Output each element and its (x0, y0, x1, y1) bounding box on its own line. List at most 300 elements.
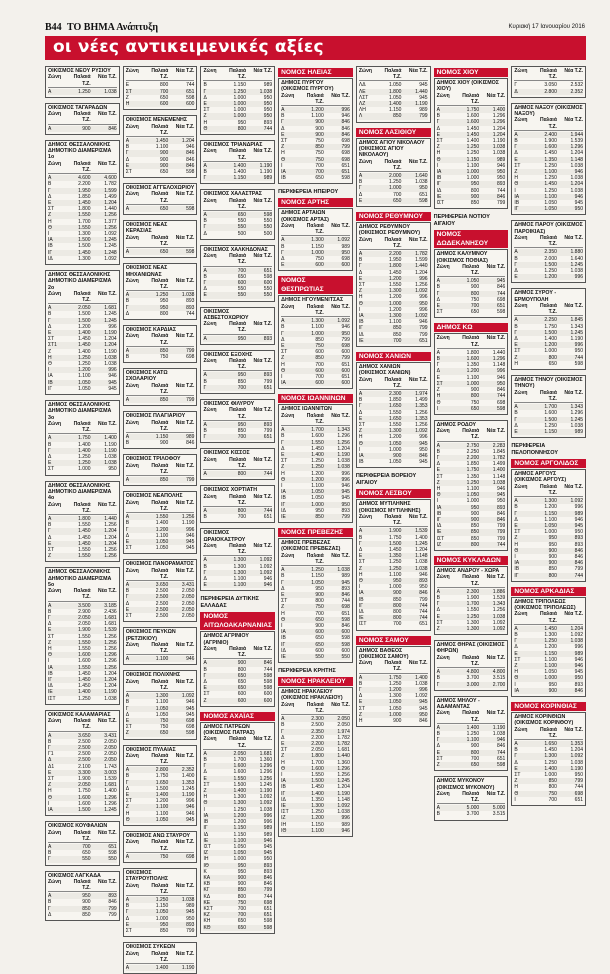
header-old-value: Παλαιά Τ.Ζ. (73, 718, 91, 731)
zone-cell: Γ (281, 439, 284, 446)
zone-cell: Ζ (358, 711, 362, 718)
new-value-cell: 946 (186, 810, 195, 817)
old-value-cell: 850 (393, 325, 402, 332)
table-header-row (126, 568, 195, 581)
valuation-table (123, 263, 198, 320)
zone-cell: ΚΔ (203, 893, 211, 900)
section-title-bar (45, 36, 586, 60)
new-value-cell: 651 (263, 384, 273, 391)
settlement-title: ΔΗΜΟΣ ΘΕΣΣΑΛΟΝΙΚΗΣ ΔΗΜΟΤΙΚΟ ΔΙΑΜΕΡΙΣΜΑ 4ο (48, 482, 112, 502)
table-header-row (48, 879, 117, 892)
new-value-cell: 744 (496, 541, 506, 548)
table-row (203, 292, 272, 298)
zone-cell: Ε (125, 82, 130, 89)
table-row (48, 553, 117, 559)
old-value-cell: 1.600 (466, 113, 480, 120)
zone-cell: ΙΣΤ (48, 695, 56, 702)
valuation-table (123, 368, 198, 406)
old-value-cell: 2.100 (78, 763, 91, 770)
new-value-cell: 600 (186, 101, 195, 108)
zone-cell: Β (358, 257, 363, 264)
header-old-value: Παλαιά Τ.Ζ. (151, 333, 169, 346)
prefecture-heading: ΝΟΜΟΣ ΠΡΕΒΕΖΗΣ (278, 528, 353, 537)
zone-cell: ΙΕ (358, 337, 364, 344)
zone-cell: ΙΑ (281, 778, 286, 785)
valuation-table (356, 646, 431, 728)
new-value-cell: 1.245 (570, 261, 584, 268)
old-value-cell: 650 (315, 175, 324, 182)
zone-cell: Γ (203, 672, 207, 679)
old-value-cell: 1.450 (78, 342, 91, 349)
header-old-value: Παλαιά Τ.Ζ. (73, 829, 91, 842)
zone-cell: Δ (203, 769, 207, 776)
new-value-cell: 744 (574, 354, 584, 361)
old-value-cell: 600 (237, 279, 247, 286)
zone-cell: Ε (281, 591, 285, 598)
old-value-cell: 2.250 (466, 448, 480, 455)
new-value-cell: 846 (574, 547, 584, 554)
table-header-row (203, 646, 272, 659)
new-value-cell: 1.256 (104, 633, 117, 640)
new-value-cell: 950 (496, 169, 506, 176)
table-header-row (126, 463, 195, 476)
new-value-cell: 1.038 (337, 809, 350, 816)
settlement-title: ΟΙΚΙΣΜΟΣ ΧΟΡΤΙΑΤΗ (203, 487, 258, 494)
zone-cell: Ε (436, 303, 440, 310)
new-value-cell: 1.038 (337, 464, 350, 471)
new-value-cell: 598 (263, 273, 273, 280)
table-header-row (514, 68, 583, 81)
zone-cell: Α (203, 471, 207, 478)
table-row (203, 385, 272, 391)
old-value-cell: 1.650 (544, 740, 557, 747)
zone-cell: Η (436, 486, 441, 493)
zone-cell: ΣΤ (125, 724, 132, 731)
zone-cell: ΙΑ (48, 807, 53, 814)
zone-cell: Β (48, 441, 52, 448)
new-value-cell: 946 (574, 516, 584, 523)
zone-cell: Ι (436, 162, 438, 169)
zone-cell: Δ (48, 323, 52, 330)
old-value-cell: 650 (315, 616, 324, 623)
valuation-table (511, 375, 586, 438)
table-row (514, 206, 583, 212)
zone-cell: Ε (281, 741, 285, 747)
old-value-cell: 700 (315, 361, 324, 368)
old-value-cell: 700 (470, 755, 480, 762)
new-value-cell: 1.296 (104, 652, 117, 659)
table-row (514, 89, 583, 95)
zone-cell: Γ (125, 779, 129, 786)
valuation-table (123, 411, 198, 449)
new-value-cell: 950 (574, 772, 584, 778)
zone-cell: Θ (514, 675, 519, 682)
new-value-cell: 1.190 (492, 724, 506, 731)
new-value-cell: 744 (496, 187, 506, 194)
header-old-value: Παλαιά Τ.Ζ. (229, 646, 247, 659)
header-new-value: Νέα Τ.Ζ. (564, 235, 584, 242)
header-zone: Ζώνη (203, 736, 217, 743)
old-value-cell: 900 (393, 590, 402, 597)
table-row (126, 730, 195, 736)
new-value-cell: 744 (496, 290, 506, 297)
old-value-cell: 1.350 (466, 473, 480, 480)
zone-cell: Β (281, 573, 285, 580)
old-value-cell: 1.250 (544, 162, 557, 169)
new-value-cell: 598 (574, 360, 584, 367)
old-value-cell: 950 (237, 372, 247, 379)
valuation-table (511, 597, 586, 697)
zone-cell: Α (203, 421, 207, 428)
table-header-row (281, 93, 350, 106)
table-column (45, 66, 120, 918)
old-value-cell: 1.100 (544, 516, 557, 523)
zone-cell: Β (436, 284, 440, 291)
zone-cell: Δ (436, 296, 440, 303)
settlement-title: ΔΗΜΟΣ ΠΑΡΟΥ (ΟΙΚΙΣΜΟΣ ΠΑΡΟΙΚΙΑΣ) (514, 222, 583, 235)
header-zone: Ζώνη (514, 611, 528, 618)
old-value-cell: 1.300 (466, 625, 480, 632)
table-row (359, 113, 428, 119)
header-old-value: Παλαιά Τ.Ζ. (151, 123, 169, 136)
old-value-cell: 1.450 (544, 747, 557, 754)
new-value-cell: 1.038 (570, 162, 584, 169)
old-value-cell: 1.800 (466, 349, 480, 356)
old-value-cell: 1.200 (544, 504, 557, 511)
table-row (514, 429, 583, 435)
zone-cell: Ε (358, 699, 363, 706)
old-value-cell: 700 (237, 434, 247, 441)
new-value-cell: 1.353 (570, 740, 584, 747)
zone-cell: Β (125, 520, 130, 527)
zone-cell: Β (514, 323, 518, 330)
new-value-cell: 744 (496, 393, 506, 400)
zone-cell: ΙΑ (436, 169, 442, 176)
header-zone: Ζώνη (436, 263, 450, 270)
zone-cell: Α (203, 212, 207, 219)
new-value-cell: 946 (574, 656, 584, 663)
valuation-table (123, 559, 198, 622)
header-new-value: Νέα Τ.Ζ. (98, 160, 117, 167)
old-value-cell: 1.250 (466, 479, 480, 486)
new-value-cell: 946 (496, 737, 506, 744)
zone-cell: Γ (514, 638, 518, 645)
new-value-cell: 744 (574, 572, 584, 579)
new-value-cell: 744 (186, 82, 195, 89)
zone-cell: Δ (358, 547, 363, 554)
old-value-cell: 1.000 (78, 466, 91, 473)
old-value-cell: 1.200 (311, 107, 324, 113)
zone-cell: Δ (125, 532, 130, 539)
new-value-cell: 799 (574, 778, 584, 785)
table-header-row (281, 413, 350, 426)
header-zone: Ζώνη (125, 234, 139, 241)
header-new-value: Νέα Τ.Ζ. (175, 752, 195, 759)
old-value-cell: 600 (159, 101, 169, 108)
valuation-table (123, 66, 198, 110)
zone-cell: Δ (125, 915, 130, 922)
old-value-cell: 2.250 (544, 317, 557, 324)
zone-cell: Γ1 (48, 751, 54, 758)
new-value-cell: 1.539 (415, 528, 428, 535)
zone-cell: Β (48, 181, 52, 188)
zone-cell: Γ (125, 594, 129, 601)
old-value-cell: 1.150 (388, 107, 402, 114)
settlement-title: ΔΗΜΟΣ ΘΕΣΣΑΛΟΝΙΚΗΣ ΔΗΜΟΤΙΚΟ ΔΙΑΜΕΡΙΣΜΑ 3ο (48, 402, 112, 421)
new-value-cell: 799 (263, 887, 273, 894)
zone-cell: Ε (48, 627, 52, 634)
old-value-cell: 850 (470, 200, 480, 207)
table-header-row (359, 68, 428, 81)
old-value-cell: 2.500 (155, 594, 169, 601)
zone-cell: Θ (514, 181, 519, 188)
header-zone: Ζώνη (125, 950, 139, 957)
zone-cell: Ε (203, 292, 207, 299)
zone-cell: ΙΒ (436, 510, 442, 517)
valuation-table (434, 420, 509, 551)
new-value-cell: 989 (263, 175, 273, 182)
table-header-row (514, 611, 583, 624)
settlement-title: ΟΙΚΙΣΜΟΣ ΤΑΓΑΡΑΔΩΝ (48, 104, 108, 111)
old-value-cell: 1.100 (78, 373, 91, 380)
zone-cell: ΣΤ (125, 88, 132, 95)
settlement-title: ΟΙΚΙΣΜΟΣ ΣΤΑΥΡΟΥΠΟΛΗΣ (125, 870, 168, 883)
zone-cell: ΙΑ (48, 237, 53, 244)
old-value-cell: 1.800 (311, 753, 324, 760)
new-value-cell: 3.431 (181, 582, 195, 589)
old-value-cell: 1.450 (78, 677, 91, 684)
zone-cell: Ζ (358, 428, 362, 435)
old-value-cell: 900 (315, 591, 324, 598)
new-value-cell: 846 (496, 510, 506, 517)
zone-cell: Α (125, 137, 130, 144)
new-value-cell: 1.190 (337, 790, 350, 797)
table-row (281, 380, 350, 386)
new-value-cell: 1.245 (337, 778, 350, 785)
header-new-value: Νέα Τ.Ζ. (253, 68, 273, 74)
new-value-cell: 598 (263, 672, 273, 679)
new-value-cell: 1.400 (104, 788, 117, 795)
old-value-cell: 700 (470, 303, 480, 310)
old-value-cell: 750 (470, 296, 480, 303)
old-value-cell: 2.500 (78, 744, 91, 751)
old-value-cell: 1.400 (311, 451, 324, 458)
valuation-table (434, 776, 509, 820)
valuation-table (278, 687, 353, 837)
zone-cell: Δ (48, 621, 52, 628)
zone-cell: ΙΔ (358, 609, 364, 616)
zone-cell: ΚΑ (203, 874, 211, 881)
new-value-cell: 1.400 (492, 107, 506, 113)
zone-cell: ΙΑ (514, 193, 520, 200)
header-old-value: Παλαιά Τ.Ζ. (73, 501, 91, 514)
new-value-cell: 846 (341, 131, 350, 138)
new-value-cell: 600 (341, 367, 350, 374)
new-value-cell: 1.190 (337, 451, 350, 458)
zone-cell: Γ (358, 403, 362, 410)
zone-cell: Γ (436, 455, 440, 462)
new-value-cell: 996 (341, 815, 350, 822)
old-value-cell: 1.050 (311, 495, 324, 502)
new-value-cell: 950 (108, 466, 117, 473)
zone-cell: Η (281, 610, 285, 617)
table-row (48, 89, 117, 95)
new-value-cell: 2.050 (181, 588, 195, 595)
zone-cell: ΚΘ (203, 924, 211, 931)
old-value-cell: 1.000 (544, 675, 557, 682)
old-value-cell: 1.000 (155, 915, 169, 922)
new-value-cell: 1.360 (337, 759, 350, 766)
header-old-value: Παλαιά Τ.Ζ. (229, 736, 247, 749)
zone-cell: Δ (281, 734, 285, 741)
new-value-cell: 1.038 (181, 292, 195, 299)
header-new-value: Νέα Τ.Ζ. (175, 567, 195, 574)
old-value-cell: 1.900 (544, 138, 557, 145)
header-zone: Ζώνη (281, 701, 295, 708)
new-value-cell: 651 (341, 162, 350, 169)
old-value-cell: 1.400 (544, 765, 557, 772)
zone-cell: Ι (358, 584, 361, 591)
header-new-value: Νέα Τ.Ζ. (98, 588, 117, 595)
new-value-cell: 1.038 (492, 150, 506, 157)
new-value-cell: 744 (496, 749, 506, 756)
new-value-cell: 550 (108, 856, 117, 863)
zone-cell: Ε (436, 613, 440, 620)
zone-cell: ΙΒ (281, 495, 286, 502)
table-column (200, 66, 275, 931)
header-old-value: Παλαιά Τ.Ζ. (462, 790, 480, 804)
header-new-value: Νέα Τ.Ζ. (175, 462, 195, 469)
old-value-cell: 1.250 (78, 454, 91, 460)
zone-cell: ΚΓ (203, 887, 210, 894)
zone-cell: ΣΤ (203, 781, 210, 788)
old-value-cell: 5.000 (466, 805, 480, 812)
valuation-table (200, 722, 275, 934)
new-value-cell: 989 (574, 650, 584, 657)
settlement-title: ΔΗΜΟΣ ΙΩΑΝΝΙΤΩΝ (281, 406, 332, 413)
old-value-cell: 750 (548, 790, 557, 797)
table-row (281, 262, 350, 268)
zone-cell: ΙΕ (281, 653, 286, 660)
old-value-cell: 900 (470, 510, 480, 517)
zone-cell: Ζ (358, 565, 362, 572)
new-value-cell: 950 (186, 915, 195, 922)
old-value-cell: 800 (548, 784, 557, 791)
old-value-cell: 1.050 (78, 379, 91, 386)
new-value-cell: 1.204 (337, 445, 350, 452)
table-header-row (48, 588, 117, 601)
old-value-cell: 1.200 (311, 476, 324, 483)
old-value-cell: 1.050 (388, 82, 402, 89)
old-value-cell: 1.050 (544, 522, 557, 529)
zone-cell: ΣΤ (203, 107, 210, 114)
zone-cell: Γ (281, 249, 284, 256)
zone-cell: Β (514, 631, 518, 638)
old-value-cell: 700 (237, 267, 247, 274)
old-value-cell: 500 (237, 230, 247, 237)
zone-cell: ΙΓ (281, 641, 286, 648)
header-zone: Ζώνη (48, 588, 62, 595)
zone-cell: ΛΖ (358, 101, 366, 108)
zone-cell: Γ (281, 119, 284, 126)
header-new-value: Νέα Τ.Ζ. (175, 68, 195, 74)
zone-cell: ΚΖ (203, 912, 210, 919)
new-value-cell: 1.092 (570, 631, 584, 638)
new-value-cell: 996 (419, 306, 428, 313)
settlement-title: ΔΗΜΟΣ ΜΥΤΙΛΗΝΗΣ (ΟΙΚΙΣΜΟΣ ΜΥΤΙΛΗΝΗΣ) (358, 501, 421, 514)
zone-cell: Δ (281, 336, 285, 343)
table-row (126, 206, 195, 212)
zone-cell: ΣΤ (48, 206, 55, 213)
old-value-cell: 1.550 (155, 514, 169, 521)
old-value-cell: 1.250 (311, 458, 324, 465)
zone-cell: ΙΣΤ (436, 535, 445, 542)
zone-cell: Θ (48, 224, 52, 231)
new-value-cell: 698 (186, 353, 195, 360)
old-value-cell: 1.500 (78, 237, 91, 244)
new-value-cell: 893 (496, 181, 506, 188)
zone-cell: ΣΤ (358, 281, 366, 288)
old-value-cell: 1.600 (78, 658, 91, 665)
zone-cell: Ε (125, 162, 130, 169)
new-value-cell: 1.092 (492, 625, 506, 632)
old-value-cell: 1.400 (233, 162, 247, 169)
header-new-value: Νέα Τ.Ζ. (331, 552, 350, 559)
new-value-cell: 1.204 (570, 150, 584, 157)
prefecture-heading: ΝΟΜΟΣ ΑΡΚΑΔΙΑΣ (511, 587, 586, 596)
zone-cell: Α (203, 557, 207, 564)
new-value-cell: 946 (263, 837, 273, 844)
header-zone: Ζώνη (203, 321, 217, 328)
old-value-cell: 700 (315, 373, 324, 380)
header-zone: Ζώνη (125, 499, 139, 506)
table-header-row (203, 253, 272, 266)
old-value-cell: 1.250 (388, 680, 402, 687)
settlement-title: ΔΗΜΟΣ ΠΑΤΡΕΩΝ (ΟΙΚΙΣΜΟΣ ΠΑΤΡΑΣ) (203, 723, 255, 737)
old-value-cell: 1.000 (233, 101, 247, 108)
old-value-cell: 600 (315, 629, 324, 636)
new-value-cell: 1.092 (104, 230, 117, 237)
old-value-cell: 850 (159, 397, 169, 404)
zone-cell: Η (358, 718, 363, 725)
new-value-cell: 698 (186, 717, 195, 724)
zone-cell: Η (358, 434, 363, 441)
header-old-value: Παλαιά Τ.Ζ. (384, 68, 402, 81)
old-value-cell: 850 (315, 513, 324, 520)
old-value-cell: 700 (548, 796, 557, 803)
old-value-cell: 1.900 (466, 594, 480, 601)
new-value-cell: 1.038 (181, 897, 195, 903)
zone-cell: Β (125, 353, 130, 360)
zone-cell: Α (203, 660, 207, 667)
header-old-value: Παλαιά Τ.Ζ. (306, 92, 324, 105)
new-value-cell: 996 (341, 476, 350, 483)
new-value-cell: 799 (108, 911, 117, 918)
zone-cell: Ι (281, 482, 283, 489)
new-value-cell: 950 (341, 249, 350, 256)
zone-cell: Ε (203, 685, 207, 692)
new-value-cell: 2.050 (104, 757, 117, 764)
new-value-cell: 698 (341, 156, 350, 163)
settlement-title: ΔΗΜΟΣ ΑΓΙΟΥ ΝΙΚΟΛΑΟΥ (ΟΙΚΙΣΜΟΣ ΑΓΙΟΥ ΝΙΚΟΛΑΟΥ) (358, 139, 425, 159)
old-value-cell: 1.050 (155, 538, 169, 545)
header-old-value: Παλαιά Τ.Ζ. (539, 389, 557, 402)
old-value-cell: 3.650 (155, 582, 169, 589)
table-column (356, 66, 431, 878)
new-value-cell: 946 (186, 804, 195, 811)
zone-cell: Ι (281, 772, 283, 779)
old-value-cell: 650 (237, 273, 247, 280)
